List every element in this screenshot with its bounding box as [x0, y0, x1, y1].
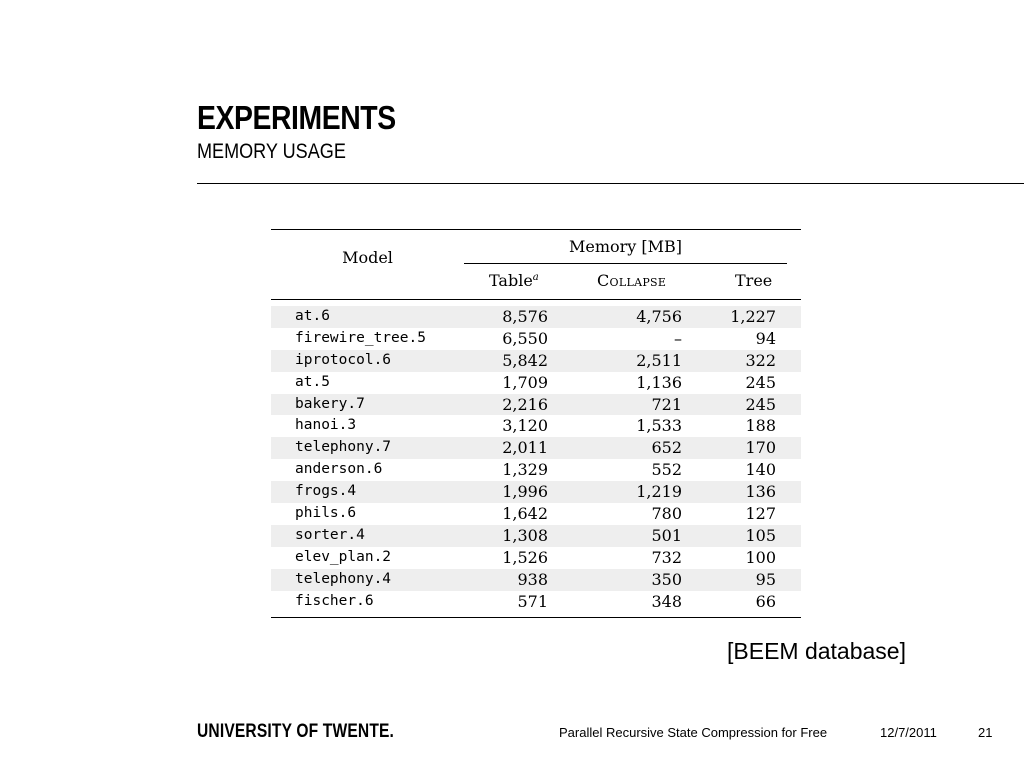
table-row [271, 437, 801, 459]
cell-collapse: 652 [651, 438, 682, 458]
table-row [271, 547, 801, 569]
cell-collapse: 1,136 [636, 372, 682, 392]
cell-collapse: 501 [651, 525, 682, 545]
cell-tree: 127 [745, 504, 776, 524]
cell-table: 1,642 [502, 504, 548, 524]
cell-table: 1,709 [502, 372, 548, 392]
table-bottom-rule [271, 617, 801, 618]
title-divider [197, 183, 1024, 184]
cell-tree: 245 [745, 372, 776, 392]
cell-model: frogs.4 [295, 483, 357, 500]
slide-title: EXPERIMENTS [197, 99, 396, 136]
footer-presentation-title: Parallel Recursive State Compression for Free [559, 725, 828, 740]
cell-table: 5,842 [502, 350, 548, 370]
header-table-footnote: a [532, 272, 539, 283]
cell-model: iprotocol.6 [295, 351, 392, 368]
table-row [271, 328, 801, 350]
table-row [271, 372, 801, 394]
cell-tree: 66 [755, 591, 776, 611]
cell-table: 6,550 [502, 328, 548, 348]
cell-collapse: 732 [651, 547, 682, 567]
cell-tree: 100 [745, 547, 776, 567]
cell-table: 1,526 [502, 547, 548, 567]
cell-collapse: 1,219 [636, 482, 682, 502]
table-row [271, 591, 801, 613]
cell-model: fischer.6 [295, 592, 374, 609]
table-row [271, 306, 801, 328]
cell-collapse: 552 [651, 460, 682, 480]
cell-tree: 245 [745, 394, 776, 414]
table-header-rule [271, 299, 801, 300]
cell-tree: 105 [745, 525, 776, 545]
header-memory-group: Memory [MB] [568, 237, 683, 256]
cell-collapse: – [674, 328, 682, 348]
header-tree: Tree [735, 271, 773, 290]
cell-table: 1,996 [502, 482, 548, 502]
cell-tree: 95 [755, 569, 776, 589]
table-row [271, 481, 801, 503]
cell-collapse: 1,533 [636, 416, 682, 436]
table-row [271, 394, 801, 416]
cell-collapse: 4,756 [636, 307, 682, 326]
cell-model: phils.6 [295, 505, 357, 522]
cell-table: 2,216 [502, 394, 548, 414]
header-model: Model [342, 248, 393, 267]
cell-model: anderson.6 [295, 461, 383, 478]
header-table [489, 271, 539, 290]
cell-model: bakery.7 [295, 395, 365, 412]
footer-date: 12/7/2011 [880, 725, 937, 740]
table-row [271, 569, 801, 591]
cell-tree: 322 [745, 350, 776, 370]
university-logo: UNIVERSITY OF TWENTE. [197, 721, 395, 742]
table-row [271, 525, 801, 547]
cell-tree: 136 [745, 482, 776, 502]
cell-tree: 170 [745, 438, 776, 458]
cell-collapse: 2,511 [636, 350, 682, 370]
cell-model: hanoi.3 [295, 417, 357, 434]
cell-model: at.6 [295, 308, 330, 324]
cell-table: 2,011 [502, 438, 548, 458]
table-row [271, 503, 801, 525]
table-body [271, 306, 801, 612]
cell-collapse: 350 [651, 569, 682, 589]
cell-model: sorter.4 [295, 526, 365, 543]
cell-model: telephony.4 [295, 570, 392, 587]
cell-tree: 188 [745, 416, 776, 436]
cell-table: 938 [517, 569, 548, 589]
cell-table: 1,308 [502, 525, 548, 545]
table-row [271, 415, 801, 437]
cell-table: 1,329 [502, 460, 548, 480]
citation: [BEEM database] [727, 638, 906, 664]
table-row [271, 350, 801, 372]
cell-model: elev_plan.2 [295, 548, 392, 565]
header-collapse: Collapse [597, 271, 667, 290]
cell-collapse: 721 [651, 394, 682, 414]
cell-model: telephony.7 [295, 439, 392, 456]
cell-table: 571 [517, 591, 548, 611]
header-table-label: Table [489, 271, 533, 290]
cell-tree: 94 [755, 328, 776, 348]
slide-subtitle: MEMORY USAGE [197, 140, 346, 163]
cell-collapse: 348 [651, 591, 682, 611]
cell-collapse: 780 [651, 504, 682, 524]
header-group-rule [464, 263, 787, 264]
page-number: 21 [978, 725, 993, 740]
cell-table: 3,120 [502, 416, 548, 436]
cell-tree: 1,227 [730, 307, 776, 326]
cell-table: 8,576 [502, 307, 548, 326]
cell-model: at.5 [295, 373, 330, 390]
table-row [271, 459, 801, 481]
table-top-rule [271, 229, 801, 230]
cell-model: firewire_tree.5 [295, 329, 426, 346]
cell-tree: 140 [745, 460, 776, 480]
